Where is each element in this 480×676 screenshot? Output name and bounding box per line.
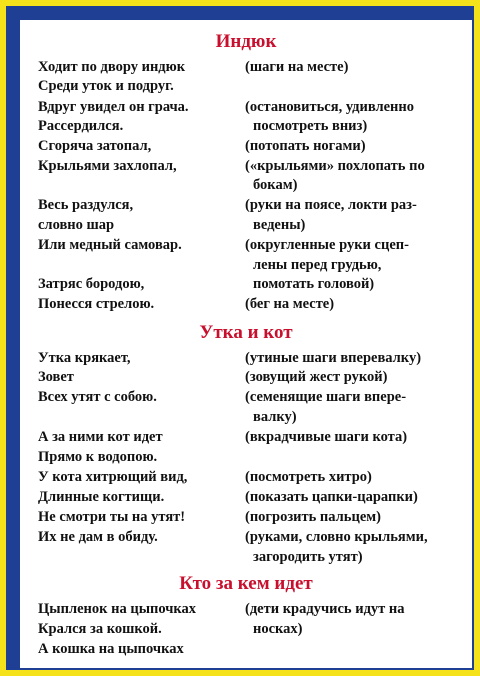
poem-line: У кота хитрющий вид, (38, 469, 188, 485)
poem-line: Утка крякает, (38, 350, 131, 366)
action-note: (утиные шаги вперевалку) (245, 350, 422, 366)
poem-line: Среди уток и подруг. (38, 78, 174, 94)
poem-line: Весь раздулся, (38, 197, 134, 213)
action-note: («крыльями» похлопать по (245, 158, 425, 174)
action-note: помотать головой) (253, 276, 375, 292)
poem-line: Их не дам в обиду. (38, 529, 158, 545)
section-title-indyuk: Индюк (215, 31, 277, 52)
poem-line: Крался за кошкой. (38, 621, 162, 637)
poem-line: Вдруг увидел он грача. (38, 99, 189, 115)
poem-line: Всех утят с собою. (38, 389, 157, 405)
poem-line: Сгоряча затопал, (38, 138, 152, 154)
poem-line: Затряс бородою, (38, 276, 145, 292)
action-note: (остановиться, удивленно (245, 99, 415, 115)
action-note: бокам) (253, 177, 298, 193)
action-note: (округленные руки сцеп- (245, 237, 409, 253)
action-note: загородить утят) (253, 549, 363, 565)
action-note: (посмотреть хитро) (245, 469, 372, 485)
poem-line: Не смотри ты на утят! (38, 509, 186, 525)
action-note: (руки на поясе, локти раз- (245, 197, 417, 213)
poem-line: Прямо к водопою. (38, 449, 158, 465)
action-note: (потопать ногами) (245, 138, 366, 154)
poem-line: Понесся стрелою. (38, 296, 155, 312)
poem-line: Цыпленок на цыпочках (38, 601, 197, 617)
action-note: посмотреть вниз) (253, 118, 368, 134)
poem-line: словно шар (38, 217, 115, 233)
action-note: (погрозить пальцем) (245, 509, 381, 525)
action-note: (бег на месте) (245, 296, 335, 312)
action-note: (зовущий жест рукой) (245, 369, 388, 385)
poem-line: Зовет (38, 369, 74, 385)
section-title-kto-za-kem-idet: Кто за кем идет (179, 573, 313, 594)
poem-line: Крыльями захлопал, (38, 158, 177, 174)
poem-line: Ходит по двору индюк (38, 59, 186, 75)
action-note: (показать цапки-царапки) (245, 489, 418, 505)
action-note: валку) (253, 409, 297, 425)
action-note: (вкрадчивые шаги кота) (245, 429, 408, 445)
poem-line: Или медный самовар. (38, 237, 182, 253)
poem-line: Длинные когтищи. (38, 489, 165, 505)
card-inner-border (6, 6, 474, 670)
poem-line: Рассердился. (38, 118, 124, 134)
poem-line: А за ними кот идет (38, 429, 163, 445)
section-title-utka-i-kot: Утка и кот (199, 322, 293, 343)
action-note: (руками, словно крыльями, (245, 529, 428, 545)
action-note: носках) (253, 621, 303, 637)
action-note: (дети крадучись идут на (245, 601, 405, 617)
poem-line: А кошка на цыпочках (38, 641, 184, 657)
poem-sheet (20, 20, 472, 668)
action-note: лены перед грудью, (253, 257, 382, 273)
action-note: ведены) (253, 217, 306, 233)
action-note: (семенящие шаги впере- (245, 389, 407, 405)
action-note: (шаги на месте) (245, 59, 349, 75)
